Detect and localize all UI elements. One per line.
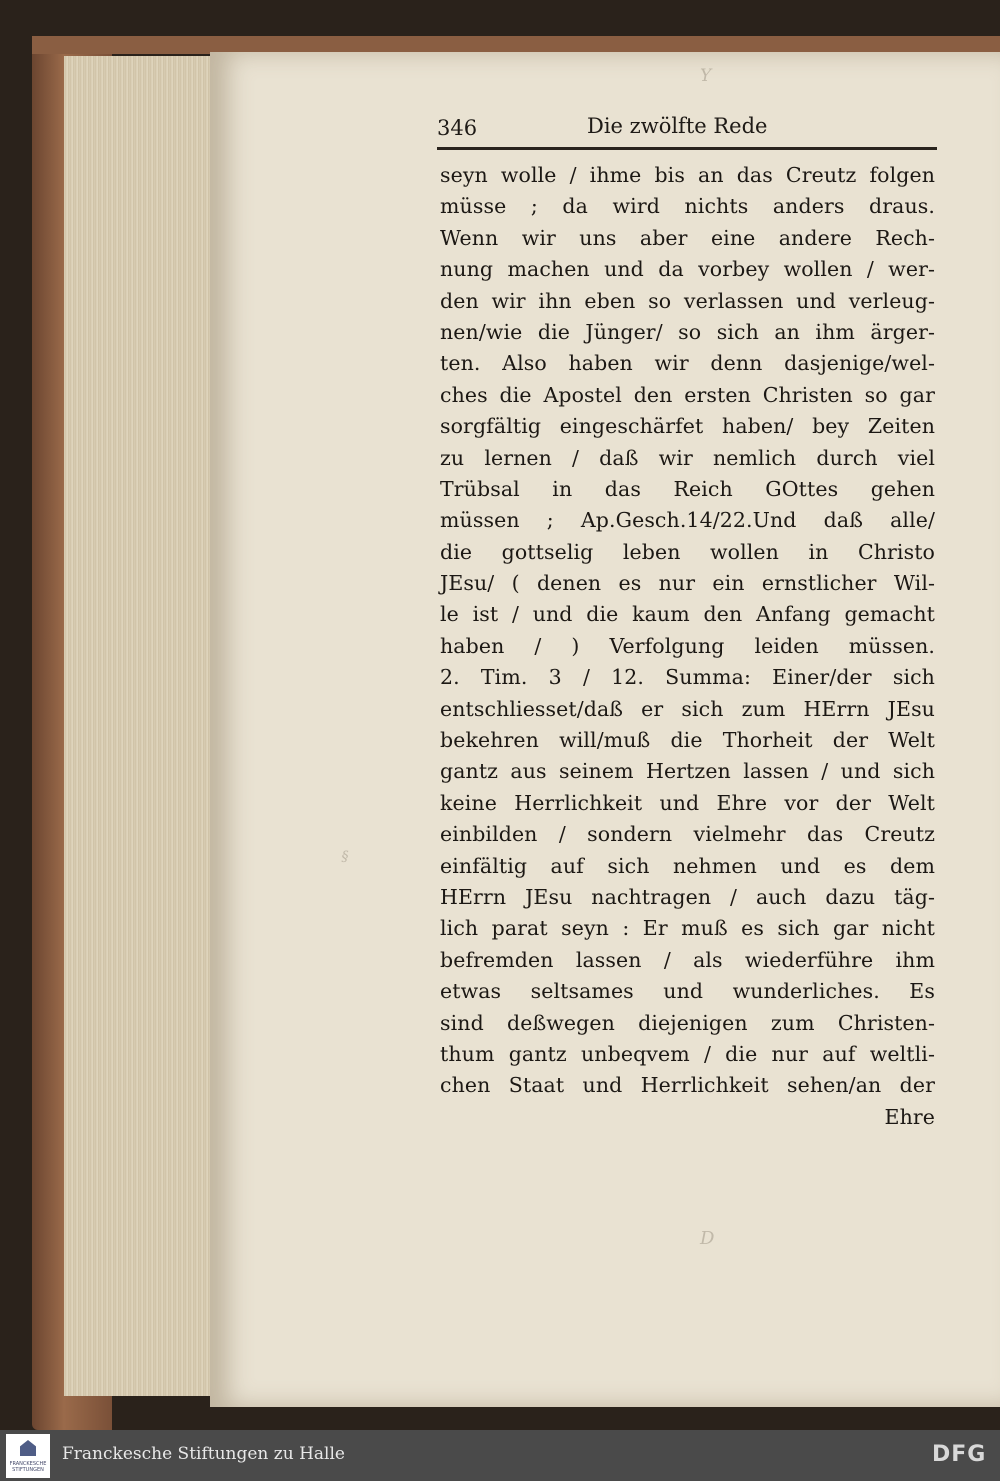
text-line: keine Herrlichkeit und Ehre vor der Welt bbox=[440, 790, 935, 815]
page-header bbox=[437, 110, 937, 144]
text-line: etwas seltsames und wunderliches. Es bbox=[440, 979, 935, 1004]
text-line: den wir ihn eben so verlassen und verleug- bbox=[440, 288, 935, 313]
text-line: ches die Apostel den ersten Christen so gar bbox=[440, 382, 935, 407]
logo-text: FRANCKESCHE STIFTUNGEN bbox=[9, 1461, 47, 1473]
bleed-through-top: Y bbox=[700, 66, 712, 86]
text-line: chen Staat und Herrlichkeit sehen/an der bbox=[440, 1073, 935, 1098]
building-icon bbox=[20, 1440, 36, 1456]
text-line: HErrn JEsu nachtragen / auch dazu täg- bbox=[440, 884, 935, 909]
text-line: einfältig auf sich nehmen und es dem bbox=[440, 853, 935, 878]
text-line: müsse ; da wird nichts anders draus. bbox=[440, 194, 935, 219]
text-line: befremden lassen / als wiederführe ihm bbox=[440, 947, 935, 972]
text-line: sind deßwegen diejenigen zum Christen- bbox=[440, 1010, 935, 1035]
text-line: Trübsal in das Reich GOttes gehen bbox=[440, 476, 935, 501]
text-line: haben / ) Verfolgung leiden müssen. bbox=[440, 633, 935, 658]
text-line: zu lernen / daß wir nemlich durch viel bbox=[440, 445, 935, 470]
page-number: 346 bbox=[437, 116, 478, 140]
text-line: thum gantz unbeqvem / die nur auf weltli- bbox=[440, 1041, 935, 1066]
page-edges bbox=[64, 56, 214, 1396]
text-line: einbilden / sondern vielmehr das Creutz bbox=[440, 822, 935, 847]
text-line: JEsu/ ( denen es nur ein ernstlicher Wil- bbox=[440, 571, 935, 596]
bleed-through-bottom: D bbox=[700, 1228, 715, 1249]
institution-logo bbox=[6, 1434, 50, 1478]
catchword: Ehre bbox=[884, 1104, 935, 1129]
institution-name: Franckesche Stiftungen zu Halle bbox=[62, 1444, 345, 1464]
text-line: Wenn wir uns aber eine andere Rech- bbox=[440, 225, 935, 250]
running-head: Die zwölfte Rede bbox=[587, 114, 768, 138]
text-line: müssen ; Ap.Gesch.14/22.Und daß alle/ bbox=[440, 508, 935, 533]
text-line: ten. Also haben wir denn dasjenige/wel- bbox=[440, 351, 935, 376]
text-line: seyn wolle / ihme bis an das Creutz folgen bbox=[440, 163, 935, 187]
footer-bar bbox=[0, 1430, 1000, 1481]
text-line: bekehren will/muß die Thorheit der Welt bbox=[440, 728, 935, 753]
text-line: 2. Tim. 3 / 12. Summa: Einer/der sich bbox=[440, 665, 935, 690]
text-line: lich parat seyn : Er muß es sich gar nicht bbox=[440, 916, 935, 941]
text-line: die gottselig leben wollen in Christo bbox=[440, 539, 935, 564]
bleed-through-margin-note: § bbox=[341, 849, 349, 865]
text-line: sorgfältig eingeschärfet haben/ bey Zeiten bbox=[440, 414, 935, 439]
body-text bbox=[440, 160, 935, 1133]
text-line: le ist / und die kaum den Anfang gemacht bbox=[440, 602, 935, 627]
text-line: entschliesset/daß er sich zum HErrn JEsu bbox=[440, 696, 935, 721]
text-line: gantz aus seinem Hertzen lassen / und sich bbox=[440, 759, 935, 784]
dfg-logo: DFG bbox=[932, 1442, 987, 1467]
text-line: nen/wie die Jünger/ so sich an ihm ärger- bbox=[440, 319, 935, 344]
text-line: nung machen und da vorbey wollen / wer- bbox=[440, 257, 935, 282]
header-rule bbox=[437, 147, 937, 150]
